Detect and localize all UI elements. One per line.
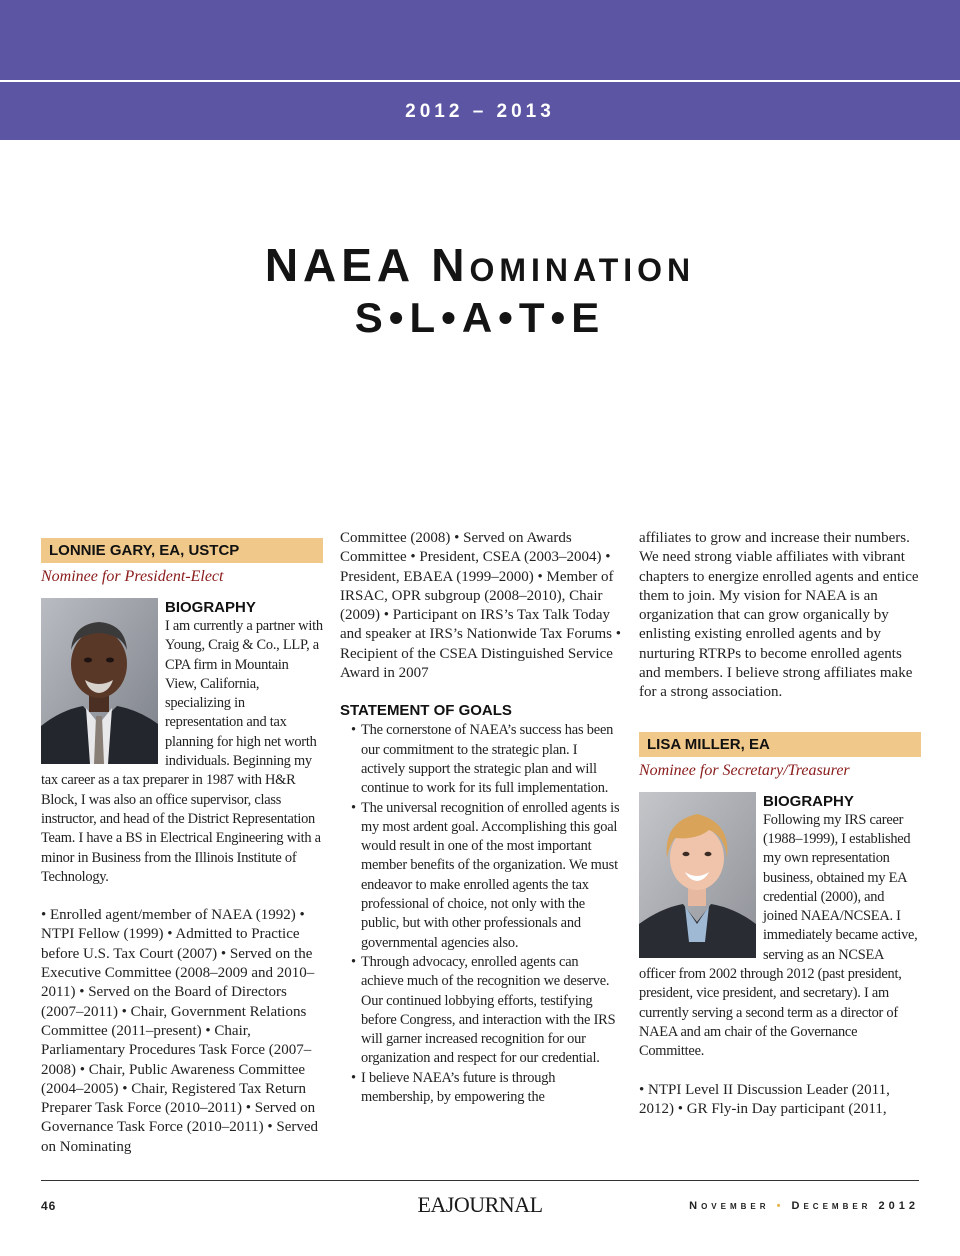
column-3 <box>639 529 921 1119</box>
biography-text: Following my IRS career (1988–1999), I established my own representation business, obtained my EA credential (2000), and joined NAEA/NCSEA. I immediately became active, serving as an NCSEA officer from 2002 through 2012 (past president, president, vice president, and secretary). I am currently serving a second term as a director of NAEA and am chair of the Governance Committee. <box>639 811 918 1060</box>
goal-item: • Through advocacy, enrolled agents can achieve much of the recognition we deserve. Our continued lobbying efforts, testifying before Congress, and interaction with the IRS will garner increased recognition for our organization and respect for our credential. <box>340 953 622 1069</box>
biography-block <box>639 792 921 1062</box>
nominee-role: Nominee for Secretary/Treasurer <box>639 761 850 779</box>
biography-block <box>41 598 323 887</box>
issue-date <box>689 1200 919 1212</box>
man-portrait-icon <box>41 598 158 764</box>
biography-heading: BIOGRAPHY <box>763 792 854 810</box>
issue-rest: December 2012 <box>791 1200 919 1212</box>
nominee-photo <box>41 598 158 764</box>
column-1 <box>41 538 323 1157</box>
nominee-photo <box>639 792 756 958</box>
page-title: NAEA Nomination <box>264 239 696 291</box>
journal-logo: EAJOURNAL <box>417 1192 543 1217</box>
biography-text: I am currently a partner with Young, Craig & Co., LLP, a CPA firm in Mountain View, California, specializing in representation and tax planning for high net worth individuals. Beginning my tax career as a tax preparer in 1987 with H&R Block, I was also an office supervisor, class instructor, and head of the District Representation Team. I have a BS in Electrical Engineering with a minor in Business from the Illinois Institute of Technology. <box>41 618 323 885</box>
page-subtitle: S•L•A•T•E <box>354 294 606 341</box>
issue-separator: • <box>776 1200 785 1212</box>
biography-heading: BIOGRAPHY <box>165 599 256 616</box>
issue-month: November <box>689 1200 770 1212</box>
goals-heading: STATEMENT OF GOALS <box>340 702 512 720</box>
credentials-list-continued: Committee (2008) • Served on Awards Committee • President, CSEA (2003–2004) • President, EBAEA (1999–2000) • Member of IRSAC, OPR subgroup (2008–2010), Chair (2009) • Participant on IRS’s Tax Talk Today and speaker at IRS’s Nationwide Tax Forums • Recipient of the CSEA Distinguished Service Award in 2007 <box>340 530 621 682</box>
goal-item: • I believe NAEA’s future is through membership, by empowering the <box>340 1069 622 1108</box>
goal-item: • The cornerstone of NAEA’s success has been our commitment to the strategic plan. I actively support the strategic plan and will continue to work for its full implementation. <box>340 721 622 798</box>
top-band <box>0 0 960 80</box>
nominee-role: Nominee for President-Elect <box>41 568 224 585</box>
footer-rule <box>41 1180 919 1181</box>
credentials-list: • NTPI Level II Discussion Leader (2011, 2012) • GR Fly-in Day participant (2011, <box>639 1081 890 1117</box>
nominee-name-bar: LONNIE GARY, EA, USTCP <box>41 538 323 563</box>
goal-item: • The universal recognition of enrolled agents is my most ardent goal. Accomplishing this goal would result in one of the most important member benefits of the organization. We must endeavor to make enrolled agents the tax professional of choice, not only with the public, but with other professionals and governmental agencies also. <box>340 799 622 953</box>
page-number: 46 <box>41 1199 57 1213</box>
column-2 <box>340 529 622 1107</box>
woman-portrait-icon <box>639 792 756 958</box>
goals-list <box>340 721 622 1107</box>
nominee-name-bar: LISA MILLER, EA <box>639 732 921 757</box>
goals-continued: affiliates to grow and increase their numbers. We need strong viable affiliates with vibrant chapters to energize enrolled agents and entice them to join. My vision for NAEA is an organization that can grow organically by enlisting existing enrolled agents and by nurturing RTRPs to become enrolled agents and members. I believe strong affiliates make for a strong association. <box>639 530 919 701</box>
year-band: 2012 – 2013 <box>0 82 960 140</box>
credentials-list: • Enrolled agent/member of NAEA (1992) • NTPI Fellow (1999) • Admitted to Practice before U.S. Tax Court (2007) • Served on the Executive Committee (2008–2009 and 2010–2011) • Served on the Board of Directors (2007–2011) • Chair, Government Relations Committee (2011–present) • Chair, Parliamentary Procedures Task Force (2007–2008) • Chair, Public Awareness Committee (2004–2005) • Chair, Registered Tax Return Preparer Task Force (2010–2011) • Served on Governance Task Force (2010–2011) • Served on Nominating <box>41 907 319 1155</box>
